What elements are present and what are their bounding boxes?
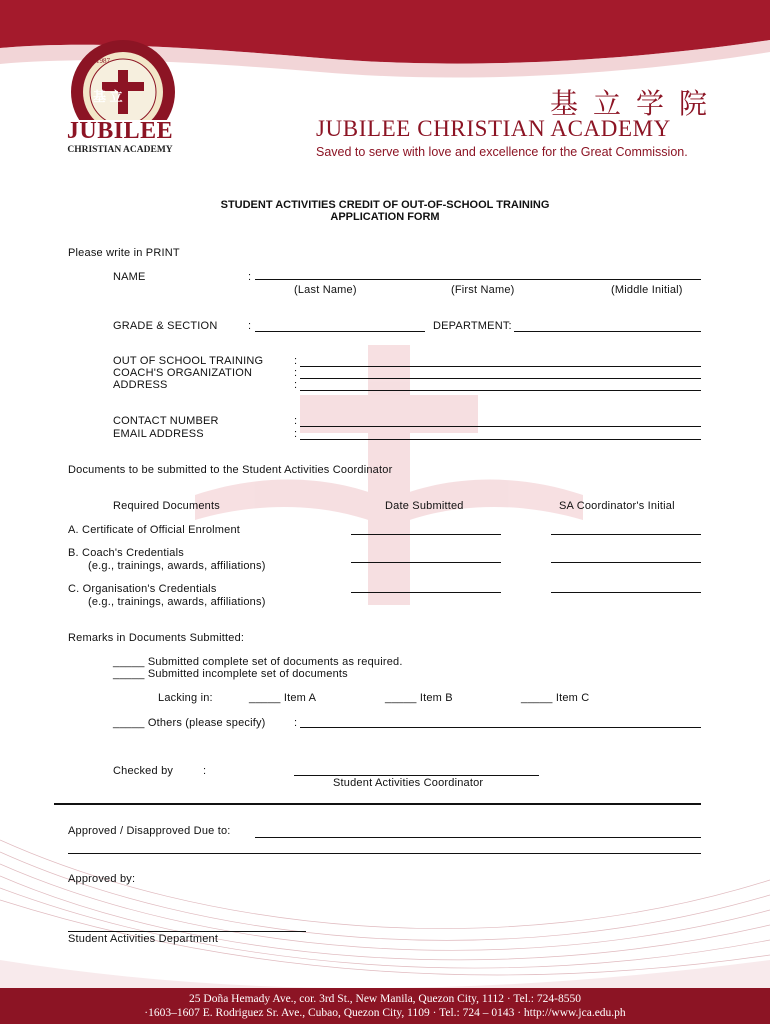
name-label: NAME	[113, 271, 146, 283]
first-name-caption: (First Name)	[451, 284, 515, 296]
others-specify-field[interactable]	[300, 727, 701, 728]
remark-complete-option[interactable]: _____ Submitted complete set of documents as required.	[113, 656, 403, 668]
document-a-date-field[interactable]	[351, 534, 501, 535]
bottom-swoosh-lines	[0, 840, 770, 975]
remarks-heading: Remarks in Documents Submitted:	[68, 632, 245, 644]
department-field[interactable]	[514, 331, 701, 332]
contact-colon: :	[294, 415, 298, 427]
logo-subtext: CHRISTIAN ACADEMY	[67, 145, 173, 155]
contact-number-field[interactable]	[300, 426, 701, 427]
training-field[interactable]	[300, 366, 701, 367]
last-name-caption: (Last Name)	[294, 284, 357, 296]
address-field[interactable]	[300, 390, 701, 391]
grade-section-field[interactable]	[255, 331, 425, 332]
email-address-field[interactable]	[300, 439, 701, 440]
school-tagline: Saved to serve with love and excellence for the Great Commission.	[316, 145, 688, 159]
name-colon: :	[248, 271, 252, 283]
address-label: ADDRESS	[113, 379, 168, 391]
grade-colon: :	[248, 320, 252, 332]
sa-initial-header: SA Coordinator's Initial	[559, 500, 675, 512]
checked-by-colon: :	[203, 765, 207, 777]
document-c-note: (e.g., trainings, awards, affiliations)	[88, 596, 266, 608]
coach-colon: :	[294, 367, 298, 379]
coach-organization-label: COACH'S ORGANIZATION	[113, 367, 253, 379]
item-a-option[interactable]: _____ Item A	[249, 692, 317, 704]
document-c-initial-field[interactable]	[551, 592, 701, 593]
sa-department-caption: Student Activities Department	[68, 933, 219, 945]
training-label: OUT OF SCHOOL TRAINING	[113, 355, 264, 367]
approved-by-signature-field[interactable]	[68, 931, 306, 932]
document-b-date-field[interactable]	[351, 562, 501, 563]
address-colon: :	[294, 379, 298, 391]
training-colon: :	[294, 355, 298, 367]
documents-heading: Documents to be submitted to the Student Activities Coordinator	[68, 464, 393, 476]
address-footer	[0, 988, 770, 1024]
required-documents-header: Required Documents	[113, 500, 220, 512]
email-address-label: EMAIL ADDRESS	[113, 428, 204, 440]
email-colon: :	[294, 428, 298, 440]
chinese-school-name: 基 立 学 院	[550, 89, 712, 120]
form-title: STUDENT ACTIVITIES CREDIT OF OUT-OF-SCHOOL TRAINING	[220, 199, 550, 211]
coach-organization-field[interactable]	[300, 378, 701, 379]
name-field[interactable]	[255, 279, 701, 280]
form-subtitle: APPLICATION FORM	[330, 211, 440, 223]
contact-number-label: CONTACT NUMBER	[113, 415, 219, 427]
school-name: JUBILEE CHRISTIAN ACADEMY	[316, 116, 671, 141]
footer-address-line1: 25 Doña Hemady Ave., cor. 3rd St., New Manila, Quezon City, 1112 · Tel.: 724-8550	[189, 993, 581, 1005]
middle-initial-caption: (Middle Initial)	[611, 284, 683, 296]
document-c-label: C. Organisation's Credentials	[68, 583, 217, 595]
checked-by-signature-field[interactable]	[294, 775, 539, 776]
logo-banner-text: JUBILEE	[66, 118, 174, 144]
approved-due-label: Approved / Disapproved Due to:	[68, 825, 231, 837]
approved-by-label: Approved by:	[68, 873, 136, 885]
document-b-note: (e.g., trainings, awards, affiliations)	[88, 560, 266, 572]
remark-incomplete-option[interactable]: _____ Submitted incomplete set of documents	[113, 668, 348, 680]
logo-chinese-characters: 基 立	[93, 89, 123, 104]
department-label: DEPARTMENT:	[433, 320, 512, 332]
print-instruction: Please write in PRINT	[68, 247, 180, 259]
footer-address-line2: ·1603–1607 E. Rodriguez Sr. Ave., Cubao, Quezon City, 1109 · Tel.: 724 – 0143 · http://www.jca.edu.ph	[144, 1007, 626, 1019]
approved-due-field-line2[interactable]	[68, 853, 701, 854]
document-b-label: B. Coach's Credentials	[68, 547, 184, 559]
others-option[interactable]: _____ Others (please specify)	[113, 717, 266, 729]
logo-year: 1987	[96, 57, 110, 65]
date-submitted-header: Date Submitted	[385, 500, 464, 512]
lacking-in-label: Lacking in:	[158, 692, 213, 704]
others-colon: :	[294, 717, 298, 729]
grade-section-label: GRADE & SECTION	[113, 320, 218, 332]
document-c-date-field[interactable]	[351, 592, 501, 593]
document-b-initial-field[interactable]	[551, 562, 701, 563]
coordinator-caption: Student Activities Coordinator	[333, 777, 484, 789]
section-divider	[54, 803, 701, 805]
checked-by-label: Checked by	[113, 765, 174, 777]
item-c-option[interactable]: _____ Item C	[521, 692, 590, 704]
document-a-initial-field[interactable]	[551, 534, 701, 535]
document-a-label: A. Certificate of Official Enrolment	[68, 524, 241, 536]
item-b-option[interactable]: _____ Item B	[385, 692, 453, 704]
approved-due-field[interactable]	[255, 837, 701, 838]
